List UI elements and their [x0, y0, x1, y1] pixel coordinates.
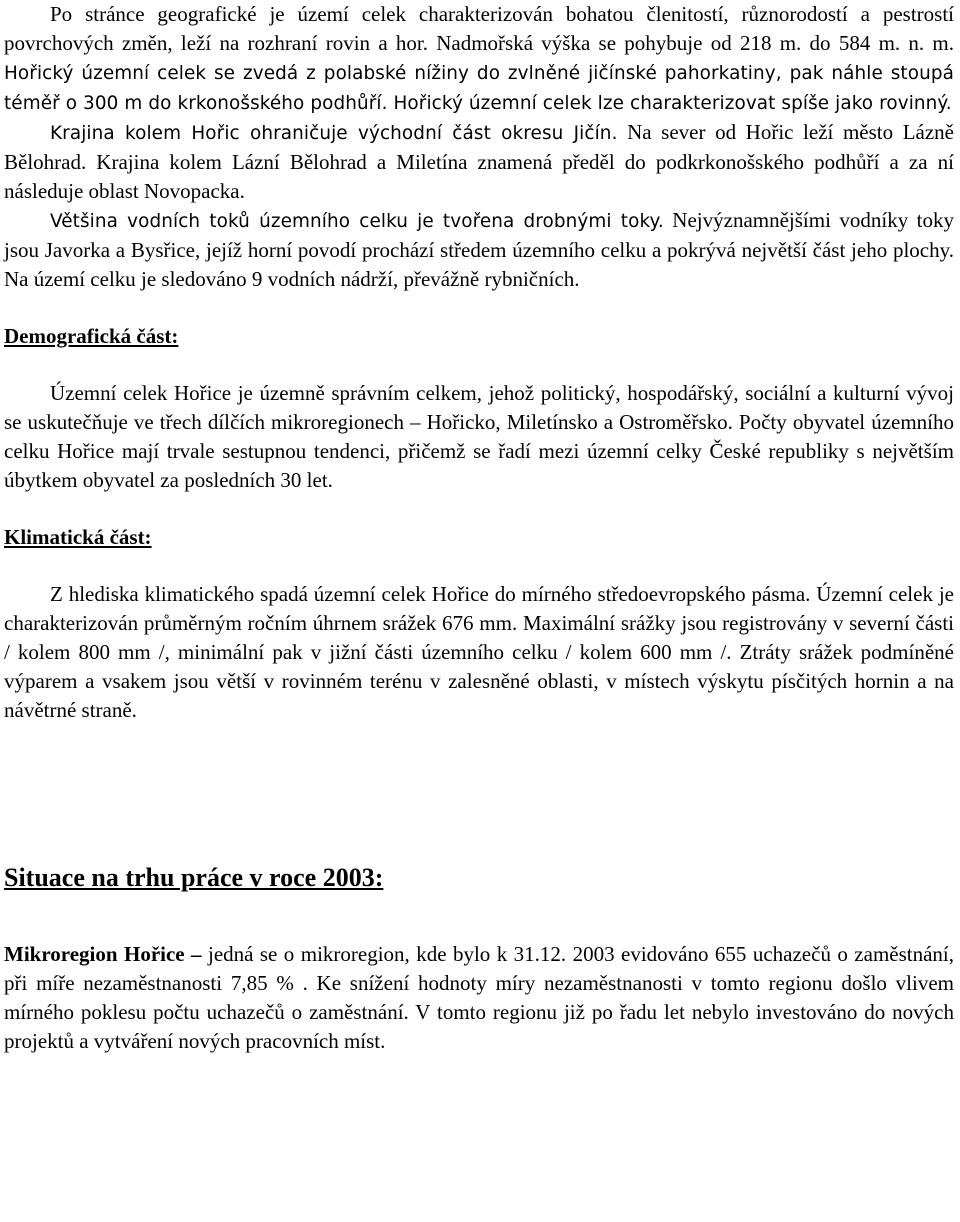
- document-page: [4, 0, 954, 1056]
- geo-p3-serif: Nejvýznamnějšími vodníky toky jsou Javorka a Bysřice, jejíž horní povodí prochází středem územního celku a pokrývá největší část jeho plochy. Na území celku je sledováno 9 vodních nádrží, převážně rybničních.: [4, 208, 954, 291]
- geo-p2-serif: Na sever od Hořic leží město Lázně Bělohrad. Krajina kolem Lázní Bělohrad a Miletína znamená předěl do podkrkonošského podhůří a za ní následuje oblast Novopacka.: [4, 120, 954, 203]
- trh-lead: Mikroregion Hořice –: [4, 942, 202, 966]
- geo-paragraph-2: [4, 118, 954, 206]
- trh-text: jedná se o mikroregion, kde bylo k 31.12. 2003 evidováno 655 uchazečů o zaměstnání, při míře nezaměstnanosti 7,85 % . Ke snížení hodnoty míry nezaměstnanosti v tomto regionu došlo vlivem mírného poklesu počtu uchazečů o zaměstnání. V tomto regionu již po řadu let nebylo investováno do nových projektů a vytváření nových pracovních míst.: [4, 942, 955, 1053]
- trh-heading: Situace na trhu práce v roce 2003:: [4, 863, 384, 892]
- demo-paragraph: Územní celek Hořice je územně správním celkem, jehož politický, hospodářský, sociální a kulturní vývoj se uskutečňuje ve třech dílčích mikroregionech – Hořicko, Miletínsko a Ostroměřsko. Počty obyvatel územního celku Hořice mají trvale sestupnou tendenci, přičemž se řadí mezi územní celky České republiky s největším úbytkem obyvatel za posledních 30 let.: [4, 381, 954, 492]
- geo-paragraph-1: [4, 0, 954, 118]
- demo-heading: Demografická část:: [4, 324, 179, 348]
- geo-p1-sans: Hořický územní celek se zvedá z polabské nížiny do zvlněné jičínské pahorkatiny, pak náhle stoupá téměř o 300 m do krkonošského podhůří. Hořický územní celek lze charakterizovat spíše jako rovinný.: [4, 63, 954, 114]
- geo-p3-sans: Většina vodních toků územního celku je tvořena drobnými toky.: [50, 211, 664, 232]
- geo-p1-serif: Po stránce geografické je území celek charakterizován bohatou členitostí, různorodostí a pestrostí povrchových změn, leží na rozhraní rovin a hor. Nadmořská výška se pohybuje od 218 m. do 584 m. n. m.: [4, 2, 954, 55]
- klima-heading: Klimatická část:: [4, 525, 152, 549]
- geo-paragraph-3: [4, 206, 954, 294]
- trh-paragraph: [4, 940, 954, 1056]
- geo-p2-sans: Krajina kolem Hořic ohraničuje východní část okresu Jičín.: [50, 123, 618, 144]
- klima-paragraph: Z hlediska klimatického spadá územní celek Hořice do mírného středoevropského pásma. Územní celek je charakterizován průměrným ročním úhrnem srážek 676 mm. Maximální srážky jsou registrovány v severní části / kolem 800 mm /, minimální pak v jižní části územního celku / kolem 600 mm /. Ztráty srážek podmíněné výparem a vsakem jsou větší v rovinném terénu v zalesněné oblasti, v místech výskytu písčitých hornin a na návětrné straně.: [4, 582, 954, 722]
